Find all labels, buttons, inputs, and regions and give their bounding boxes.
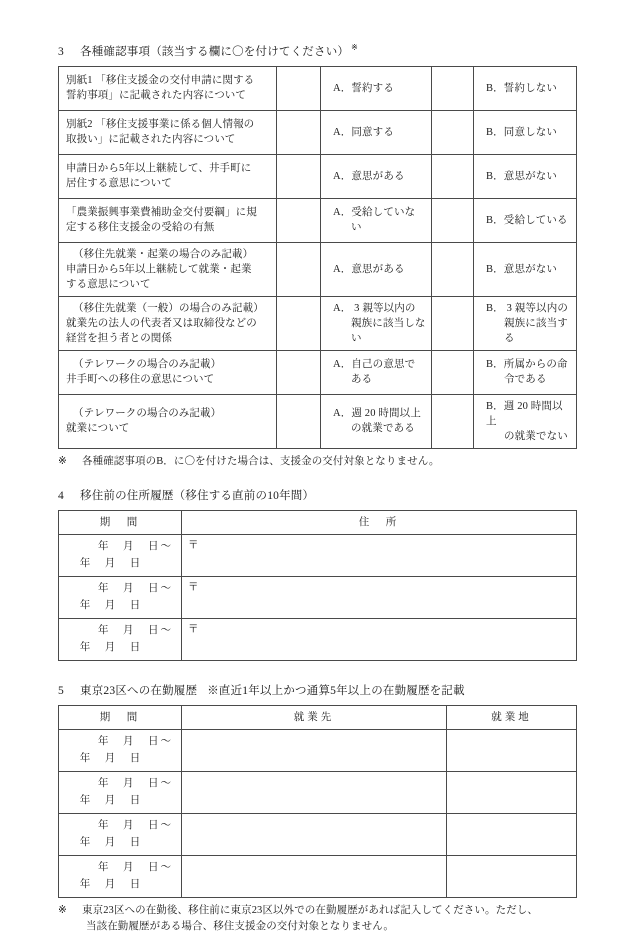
- column-header-workplace: 就業先: [182, 705, 447, 729]
- table-row: [59, 855, 577, 897]
- table-row: [59, 729, 577, 771]
- work-location-input-cell[interactable]: [447, 813, 577, 855]
- question-line-3: 経営を担う者との関係: [66, 332, 172, 344]
- section-4-title: 移住前の住所履歴（移住する直前の10年間）: [80, 489, 315, 502]
- option-b-cell: [474, 394, 577, 448]
- circle-mark-cell-a[interactable]: [277, 154, 321, 198]
- option-a-label-cont: の就業である: [351, 423, 415, 435]
- table-header-row: [59, 510, 577, 534]
- circle-mark-cell-a[interactable]: [277, 198, 321, 242]
- option-a-label: A．同意する: [333, 126, 394, 138]
- circle-mark-cell-b[interactable]: [432, 198, 474, 242]
- question-line-1: 別紙2 「移住支援事業に係る個人情報の: [66, 119, 255, 131]
- tokyo-work-history-table: [58, 705, 577, 898]
- period-input-cell[interactable]: [59, 618, 182, 660]
- confirmation-question: [59, 296, 277, 350]
- question-line-2: 就業について: [66, 423, 130, 435]
- table-row: [59, 576, 577, 618]
- question-line-1: （移住先就業・起業の場合のみ記載）: [73, 248, 254, 260]
- option-a-cell: [321, 296, 432, 350]
- work-location-input-cell[interactable]: [447, 771, 577, 813]
- footnote-text-line-1: 東京23区への在勤後、移住前に東京23区以外での在勤履歴があれば記入してください。ただし、: [82, 904, 538, 916]
- circle-mark-cell-b[interactable]: [432, 242, 474, 296]
- option-b-cell: [474, 110, 577, 154]
- circle-mark-cell-a[interactable]: [277, 110, 321, 154]
- question-line-1: 申請日から5年以上継続して、井手町に: [66, 163, 252, 175]
- section-5-title: 東京23区への在勤履歴: [80, 684, 198, 697]
- period-input-cell[interactable]: [59, 771, 182, 813]
- question-line-2: 申請日から5年以上継続して就業・起業: [66, 263, 252, 275]
- question-line-2: 取扱い」に記載された内容について: [66, 134, 236, 146]
- circle-mark-cell-b[interactable]: [432, 394, 474, 448]
- option-a-label: A．受給していな: [333, 207, 416, 219]
- previous-address-history-table: [58, 510, 577, 661]
- table-row: [59, 813, 577, 855]
- option-b-label: B．誓約しない: [486, 82, 558, 94]
- circle-mark-cell-a[interactable]: [277, 350, 321, 394]
- circle-mark-cell-a[interactable]: [277, 242, 321, 296]
- question-line-2: 定する移住支援金の受給の有無: [66, 222, 215, 234]
- confirmation-question: [59, 394, 277, 448]
- table-row: [59, 534, 577, 576]
- period-input-cell[interactable]: [59, 534, 182, 576]
- section-3-heading: [58, 40, 578, 60]
- column-header-period: 期 間: [59, 510, 182, 534]
- period-end-line: 年 月 日: [79, 837, 143, 849]
- option-a-cell: [321, 394, 432, 448]
- table-header-row: [59, 705, 577, 729]
- period-end-line: 年 月 日: [79, 879, 143, 891]
- option-a-label: A．意思がある: [333, 170, 405, 182]
- table-row: [59, 350, 577, 394]
- period-end-line: 年 月 日: [79, 558, 143, 570]
- footnote-mark: ※: [58, 904, 67, 916]
- period-input-cell[interactable]: [59, 855, 182, 897]
- section-5-heading: [58, 683, 578, 699]
- option-b-cell: [474, 242, 577, 296]
- work-location-input-cell[interactable]: [447, 729, 577, 771]
- period-start-line: 年 月 日～: [98, 736, 173, 748]
- period-start-line: 年 月 日～: [98, 862, 173, 874]
- workplace-input-cell[interactable]: [182, 771, 447, 813]
- confirmation-question: [59, 154, 277, 198]
- question-line-1: （テレワークの場合のみ記載）: [73, 359, 222, 371]
- table-row: [59, 110, 577, 154]
- footnote-mark: ※: [58, 455, 67, 467]
- period-start-line: 年 月 日～: [98, 778, 173, 790]
- period-end-line: 年 月 日: [79, 642, 143, 654]
- circle-mark-cell-b[interactable]: [432, 154, 474, 198]
- confirmation-question: [59, 198, 277, 242]
- question-line-1: 「農業振興事業費補助金交付要綱」に規: [66, 207, 257, 219]
- address-input-cell[interactable]: [182, 618, 577, 660]
- confirmation-question: [59, 350, 277, 394]
- table-row: [59, 66, 577, 110]
- question-line-1: （移住先就業（一般）の場合のみ記載）: [73, 302, 264, 314]
- circle-mark-cell-a[interactable]: [277, 296, 321, 350]
- question-line-2: 居住する意思について: [66, 178, 172, 190]
- question-line-1: 別紙1 「移住支援金の交付申請に関する: [66, 75, 255, 87]
- address-input-cell[interactable]: [182, 534, 577, 576]
- section-3-title: 各種確認事項（該当する欄に〇を付けてください）: [80, 45, 350, 58]
- column-header-address: 住 所: [182, 510, 577, 534]
- option-a-cell: [321, 242, 432, 296]
- section-3-number: 3: [58, 45, 64, 58]
- table-row: [59, 618, 577, 660]
- option-a-cell: [321, 154, 432, 198]
- period-start-line: 年 月 日～: [98, 820, 173, 832]
- section-5-number: 5: [58, 684, 64, 697]
- period-start-line: 年 月 日～: [98, 583, 173, 595]
- workplace-input-cell[interactable]: [182, 813, 447, 855]
- option-b-cell: [474, 66, 577, 110]
- footnote-text-line-2: 当該在勤履歴がある場合、移住支援金の交付対象となりません。: [86, 920, 395, 932]
- table-row: [59, 296, 577, 350]
- circle-mark-cell-a[interactable]: [277, 394, 321, 448]
- option-a-label-cont: ある: [351, 374, 373, 386]
- option-b-label: B．所属からの命: [486, 359, 568, 371]
- option-b-cell: [474, 154, 577, 198]
- work-location-input-cell[interactable]: [447, 855, 577, 897]
- question-line-1: （テレワークの場合のみ記載）: [73, 408, 222, 420]
- circle-mark-cell-b[interactable]: [432, 350, 474, 394]
- section-5-footnote: [58, 903, 578, 935]
- period-start-line: 年 月 日～: [98, 625, 173, 637]
- circle-mark-cell-a[interactable]: [277, 66, 321, 110]
- table-row: [59, 154, 577, 198]
- period-start-line: 年 月 日～: [98, 541, 173, 553]
- section-4-number: 4: [58, 489, 64, 502]
- workplace-input-cell[interactable]: [182, 855, 447, 897]
- table-row: [59, 242, 577, 296]
- section-5-note: ※直近1年以上かつ通算5年以上の在勤履歴を記載: [207, 684, 465, 697]
- option-a-label: A．誓約する: [333, 82, 394, 94]
- option-a-cell: [321, 198, 432, 242]
- option-a-cell: [321, 110, 432, 154]
- column-header-period: 期 間: [59, 705, 182, 729]
- option-b-cell: [474, 296, 577, 350]
- option-a-label-cont: い: [351, 222, 362, 234]
- option-b-cell: [474, 198, 577, 242]
- option-b-label: B．意思がない: [486, 263, 558, 275]
- footnote-text: 各種確認事項のB．に〇を付けた場合は、支援金の交付対象となりません。: [82, 455, 440, 467]
- confirmation-items-table: [58, 66, 577, 449]
- option-a-label: A．週 20 時間以上: [333, 408, 421, 420]
- option-a-cell: [321, 66, 432, 110]
- circle-mark-cell-b[interactable]: [432, 296, 474, 350]
- period-end-line: 年 月 日: [79, 600, 143, 612]
- period-end-line: 年 月 日: [79, 795, 143, 807]
- option-b-label: B． 3 親等以内の: [486, 302, 569, 314]
- option-b-label: B．受給している: [486, 214, 568, 226]
- confirmation-question: [59, 110, 277, 154]
- question-line-2: 就業先の法人の代表者又は取締役などの: [66, 317, 257, 329]
- option-a-label: A．意思がある: [333, 263, 405, 275]
- workplace-input-cell[interactable]: [182, 729, 447, 771]
- option-b-label: B．意思がない: [486, 170, 558, 182]
- option-a-label: A． 3 親等以内の: [333, 302, 416, 314]
- confirmation-question: [59, 242, 277, 296]
- table-row: [59, 394, 577, 448]
- circle-mark-cell-b[interactable]: [432, 66, 474, 110]
- option-a-cell: [321, 350, 432, 394]
- postal-code-icon: 〒: [188, 539, 199, 551]
- section-4-heading: [58, 488, 578, 504]
- option-b-label-cont: の就業でない: [504, 430, 568, 442]
- section-3-footnote: [58, 454, 578, 470]
- option-a-label-cont2: い: [351, 332, 362, 344]
- period-input-cell[interactable]: [59, 813, 182, 855]
- circle-mark-cell-b[interactable]: [432, 110, 474, 154]
- period-input-cell[interactable]: [59, 729, 182, 771]
- option-b-label: B．週 20 時間以上: [486, 400, 563, 427]
- table-row: [59, 198, 577, 242]
- option-b-label: B．同意しない: [486, 126, 558, 138]
- confirmation-question: [59, 66, 277, 110]
- option-b-label-cont: 親族に該当する: [504, 317, 568, 344]
- option-a-label: A．自己の意思で: [333, 359, 416, 371]
- period-end-line: 年 月 日: [79, 753, 143, 765]
- question-line-2: 井手町への移住の意思について: [66, 374, 215, 386]
- option-b-label-cont: 令である: [504, 374, 547, 386]
- address-input-cell[interactable]: [182, 576, 577, 618]
- question-line-3: する意思について: [66, 278, 151, 290]
- postal-code-icon: 〒: [188, 623, 199, 635]
- section-3-superscript-mark: ※: [351, 43, 359, 52]
- question-line-2: 誓約事項」に記載された内容について: [66, 90, 246, 102]
- period-input-cell[interactable]: [59, 576, 182, 618]
- table-row: [59, 771, 577, 813]
- option-b-cell: [474, 350, 577, 394]
- postal-code-icon: 〒: [188, 581, 199, 593]
- column-header-work-location: 就業地: [447, 705, 577, 729]
- option-a-label-cont: 親族に該当しな: [351, 317, 426, 329]
